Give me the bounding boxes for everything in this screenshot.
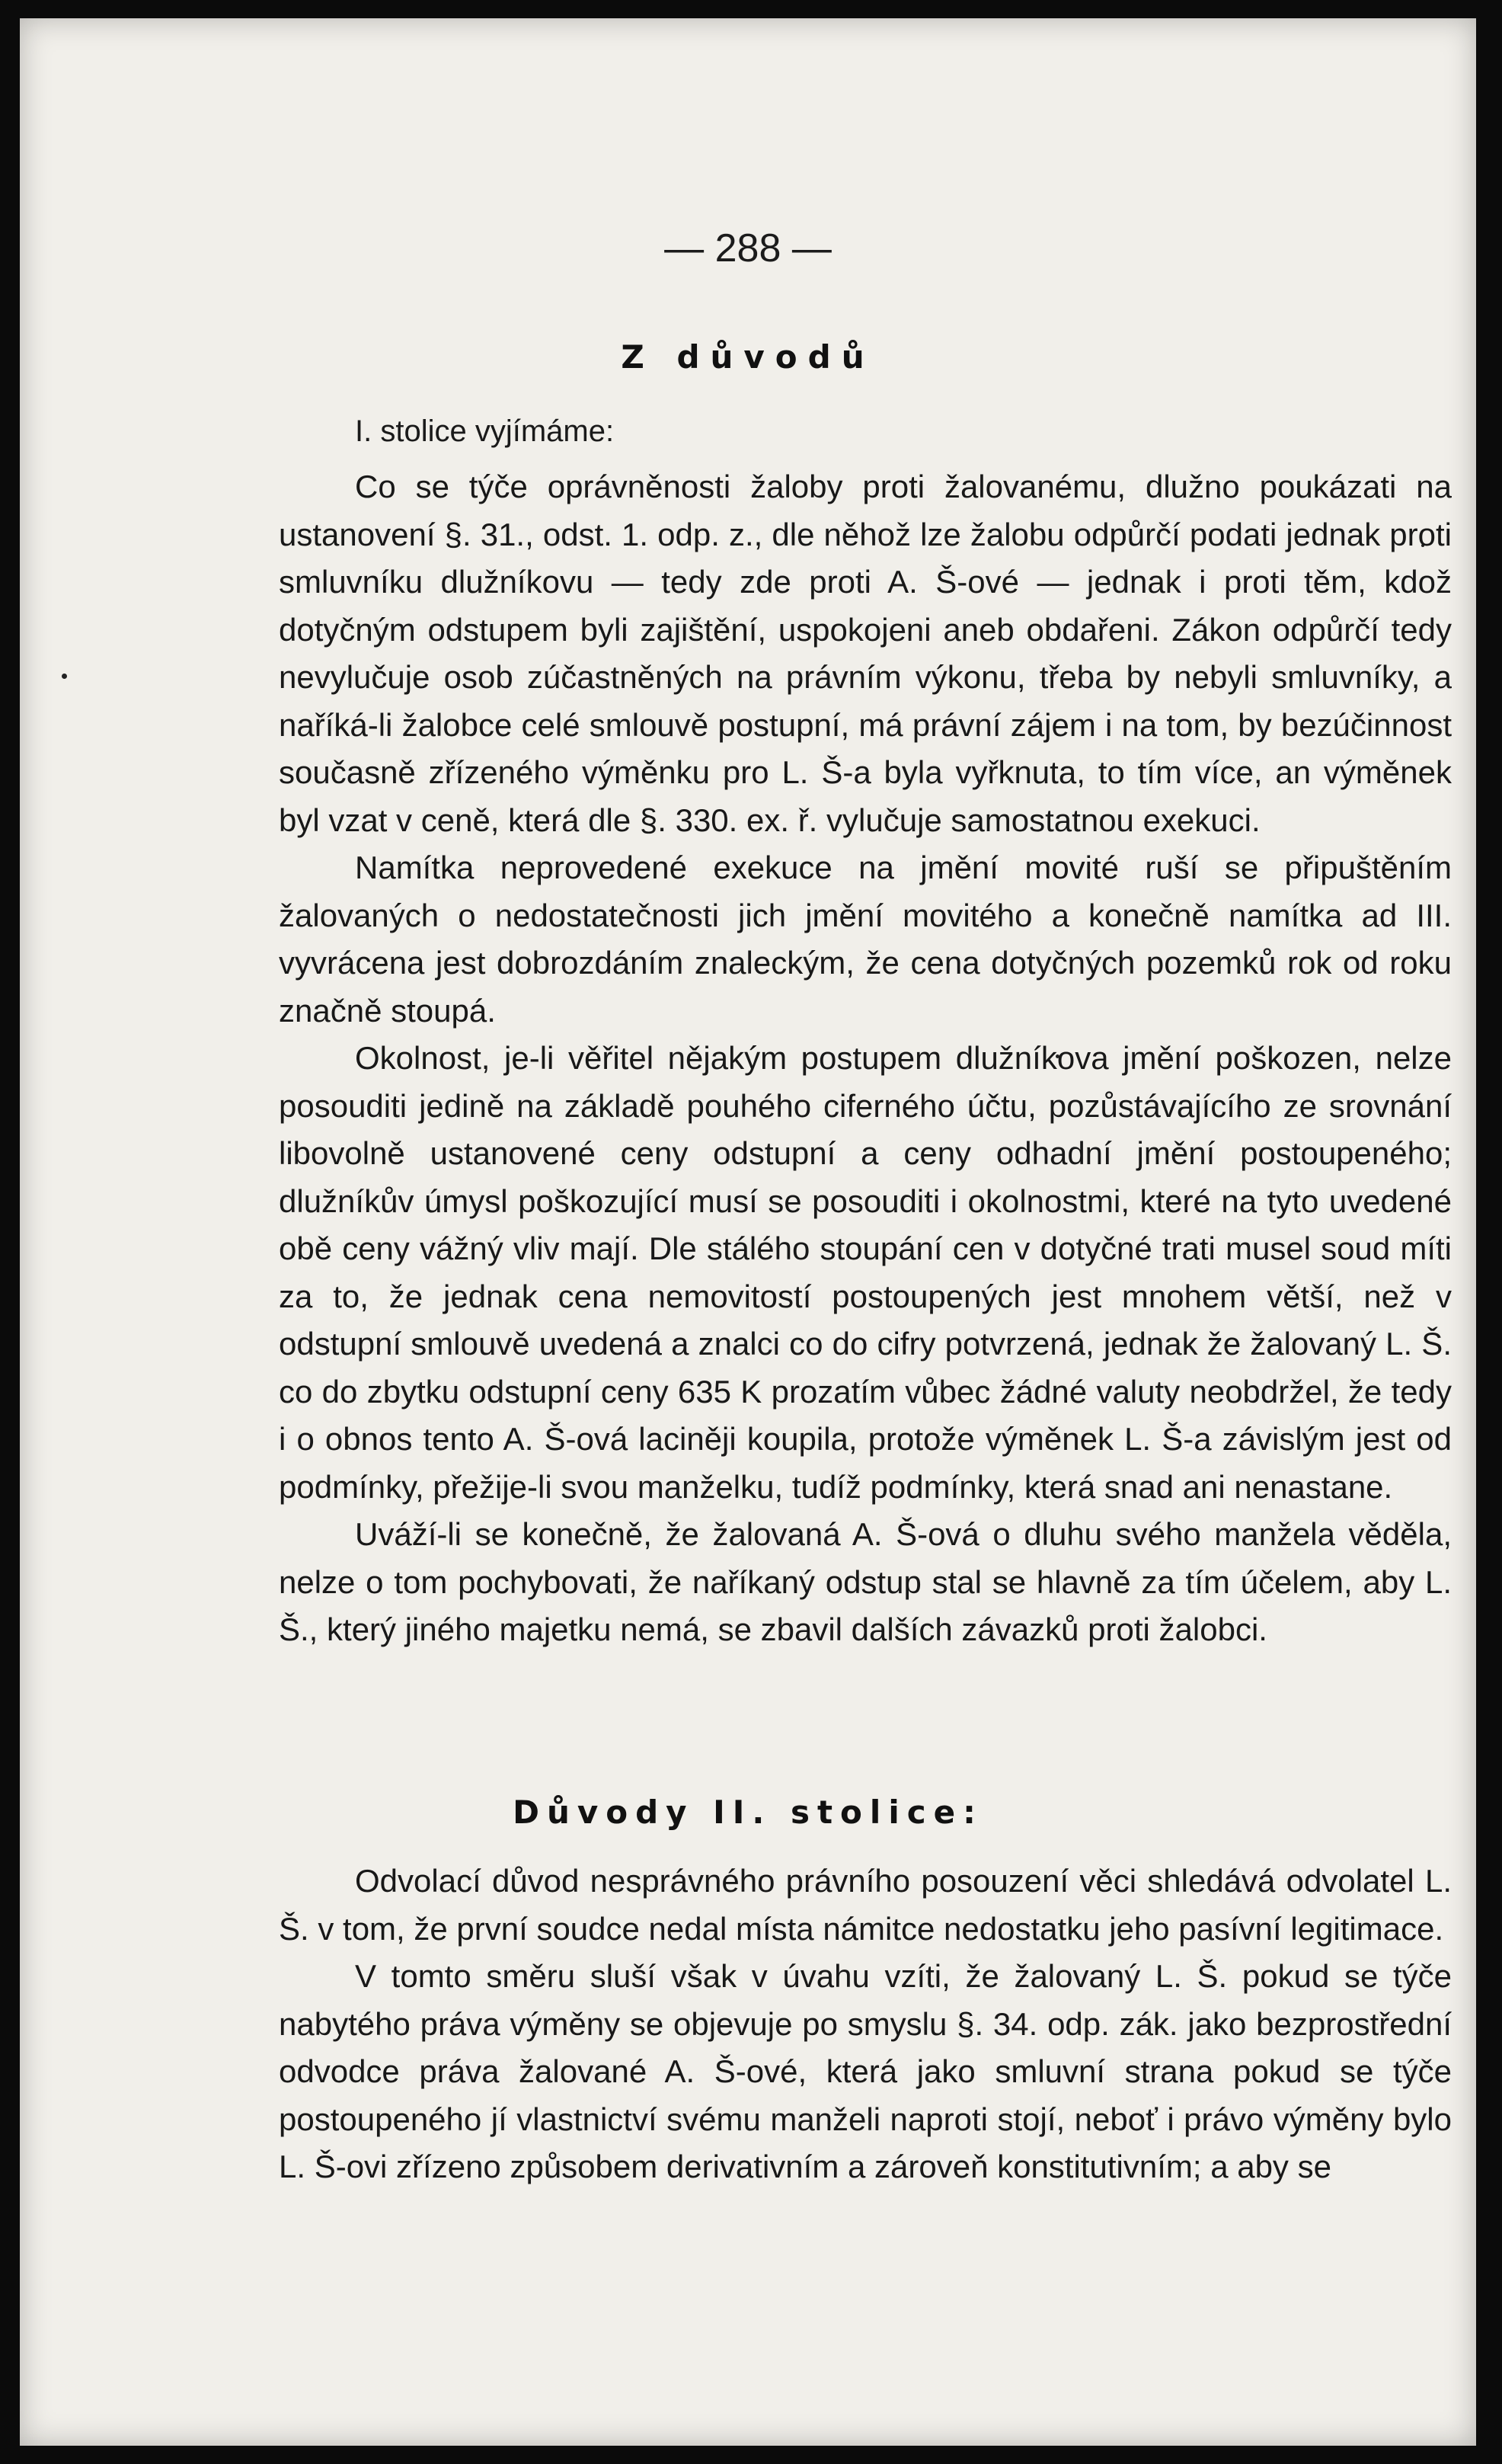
- page-number: — 288 —: [664, 226, 832, 270]
- scan-speck: [62, 674, 67, 679]
- paragraph: V tomto směru sluší však v úvahu vzíti, že žalovaný L. Š. pokud se týče nabytého práva výměny se objevuje po smyslu §. 34. odp. zák. jako bezprostřední odvodce práva žalované A. Š-ové, která jako smluvní strana pokud se týče postoupeného jí vlastnictví svému manželi naproti stojí, neboť i právo výměny bylo L. Š-ovi zřízeno způsobem derivativním a zároveň konstitutivním; a aby se: [279, 1958, 1452, 2184]
- paragraph: Co se týče oprávněnosti žaloby proti žalovanému, dlužno poukázati na ustanovení §. 31., odst. 1. odp. z., dle něhož lze žalobu odpůrčí podati jednak proti smluvníku dlužníkovu — tedy zde proti A. Š-ové — jednak i proti těm, kdož dotyčným odstupem byli zajištění, uspokojeni aneb obdařeni. Zákon odpůrčí tedy nevylučuje osob zúčastněných na právním výkonu, třeba by nebyli smluvníky, a naříká-li žalobce celé smlouvě postupní, má právní zájem i na tom, by bezúčinnost současně zřízeného výměnku pro L. Š-a byla vyřknuta, to tím více, an výměnek byl vzat v ceně, která dle §. 330. ex. ř. vylučuje samostatnou exekuci.: [279, 469, 1452, 838]
- intro-line: I. stolice vyjímáme:: [355, 414, 615, 448]
- paragraph: Odvolací důvod nesprávného právního posouzení věci shledává odvolatel L. Š. v tom, že první soudce nedal místa námitce nedostatku jeho pasívní legitimace.: [279, 1863, 1452, 1947]
- paragraph: Namítka neprovedené exekuce na jmění movité ruší se připuštěním žalovaných o nedostatečnosti jich jmění movitého a konečně namítka ad III. vyvrácena jest dobrozdáním znaleckým, že cena dotyčných pozemků rok od roku značně stoupá.: [279, 850, 1452, 1029]
- section-heading-reasons: Z důvodů: [621, 338, 875, 376]
- paragraph: Okolnost, je-li věřitel nějakým postupem dlužníkova jmění poškozen, nelze posouditi jedině na základě pouhého ciferného účtu, pozůstávajícího ze srovnání libovolně ustanovené ceny odstupní a ceny odhadní jmění postoupeného; dlužníkův úmysl poškozující musí se posouditi i okolnostmi, které na tyto uvedené obě ceny vážný vliv mají. Dle stálého stoupání cen v dotyčné trati musel soud míti za to, že jednak cena nemovitostí postoupených jest mnohem větší, než v odstupní smlouvě uvedená a znalci co do cifry potvrzená, jednak že žalovaný L. Š. co do zbytku odstupní ceny 635 K prozatím vůbec žádné valuty neobdržel, že tedy i o obnos tento A. Š-ová laciněji koupila, protože výměnek L. Š-a závislým jest od podmínky, přežije-li svou manželku, tudíž podmínky, která snad ani nenastane.: [279, 1040, 1452, 1505]
- section-heading-second-instance: Důvody II. stolice:: [513, 1794, 983, 1831]
- document-page: [20, 18, 1476, 2446]
- paragraph: Uváží-li se konečně, že žalovaná A. Š-ová o dluhu svého manžela věděla, nelze o tom pochybovati, že naříkaný odstup stal se hlavně za tím účelem, aby L. Š., který jiného majetku nemá, se zbavil dalších závazků proti žalobci.: [279, 1516, 1452, 1647]
- second-instance-reasons: [279, 1858, 1452, 2191]
- first-instance-reasons: [279, 463, 1452, 1654]
